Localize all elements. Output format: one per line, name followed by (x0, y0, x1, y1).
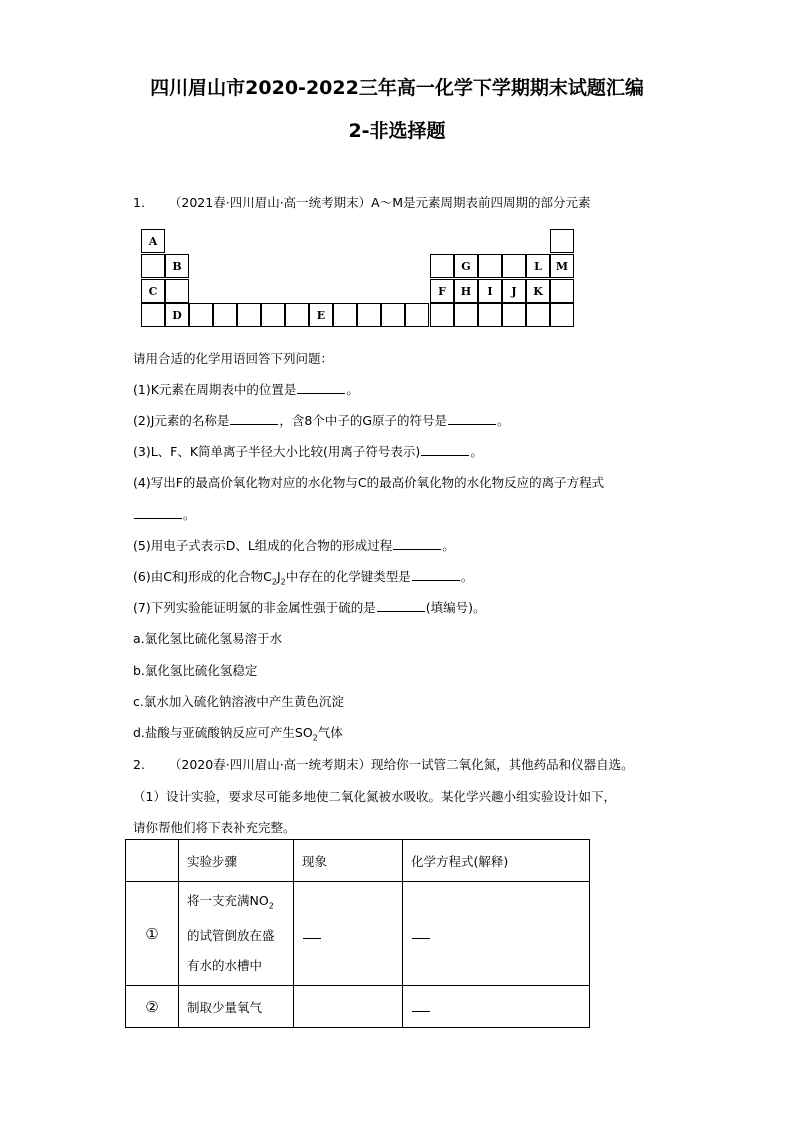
doc-title-line1: 四川眉山市2020-2022三年高一化学下学期期末试题汇编 (150, 77, 644, 99)
table-cell (165, 279, 189, 303)
answer-blank[interactable] (412, 568, 460, 581)
equation-cell (403, 882, 590, 986)
element-cell-K: K (526, 279, 550, 303)
doc-title-line2: 2-非选择题 (348, 120, 446, 142)
q1-part6-formula: J (276, 569, 281, 584)
element-cell-M: M (550, 254, 574, 278)
step-text: 将一支充满NO (187, 892, 269, 908)
table-cell (526, 303, 550, 327)
q1-part1-text: (1)K元素在周期表中的位置是 (133, 382, 297, 397)
table-cell (502, 254, 526, 278)
table-cell (237, 303, 261, 327)
table-cell (261, 303, 285, 327)
subscript: 2 (268, 901, 274, 911)
table-cell (478, 254, 502, 278)
q1-part7 (133, 598, 485, 616)
q1-part5-text: (5)用电子式表示D、L组成的化合物的形成过程 (133, 538, 393, 553)
answer-blank[interactable] (303, 926, 321, 939)
phenomenon-cell (294, 986, 403, 1028)
element-cell-G: G (454, 254, 478, 278)
step-text: 有水的水槽中 (187, 958, 263, 974)
q1-part6-mid: 中存在的化学键类型是 (285, 569, 411, 584)
q2-source: （2020春·四川眉山·高一统考期末）现给你一试管二氧化氮，其他药品和仪器自选。 (168, 757, 634, 772)
header-cell: 化学方程式(解释) (403, 840, 590, 882)
q1-part1-end: 。 (346, 382, 359, 397)
step-cell (179, 882, 294, 986)
table-cell (405, 303, 429, 327)
header-cell (126, 840, 179, 882)
q1-part4-cont (133, 505, 196, 523)
q1-part7-text: (7)下列实验能证明氯的非金属性强于硫的是 (133, 600, 376, 615)
table-cell (454, 303, 478, 327)
q1-header (133, 193, 591, 211)
table-cell (478, 303, 502, 327)
table-row (126, 882, 590, 986)
q1-part1 (133, 380, 359, 398)
q1-part2 (133, 411, 510, 429)
answer-blank[interactable] (421, 443, 469, 456)
table-cell (381, 303, 405, 327)
element-cell-L: L (526, 254, 550, 278)
element-cell-F: F (430, 279, 454, 303)
header-cell: 现象 (294, 840, 403, 882)
q1-part6 (133, 567, 473, 587)
q1-part6-end: 。 (460, 569, 474, 584)
q1-intro: 请用合适的化学用语回答下列问题： (133, 351, 334, 366)
q1-option-d (133, 723, 343, 743)
q2-line1: （1）设计实验，要求尽可能多地使二氧化氮被水吸收。某化学兴趣小组实验设计如下， (133, 789, 616, 804)
table-cell (189, 303, 213, 327)
element-cell-I: I (478, 279, 502, 303)
q1-part7-end: (填编号)。 (425, 600, 486, 615)
table-cell (550, 279, 574, 303)
q1-part3-end: 。 (470, 444, 483, 459)
q1-source: （2021春·四川眉山·高一统考期末）A～M是元素周期表前四周期的部分元素 (168, 195, 591, 210)
table-cell (333, 303, 357, 327)
experiment-table (125, 839, 590, 1028)
q1-part3-text: (3)L、F、K简单离子半径大小比较(用离子符号表示) (133, 444, 421, 459)
phenomenon-cell (294, 882, 403, 986)
q2-line2: 请你帮他们将下表补充完整。 (133, 820, 296, 835)
element-cell-D: D (165, 303, 189, 327)
table-cell (502, 303, 526, 327)
answer-blank[interactable] (377, 599, 425, 612)
table-cell (357, 303, 381, 327)
table-cell (430, 303, 454, 327)
row-index: ① (126, 882, 179, 986)
answer-blank[interactable] (297, 381, 345, 394)
table-header-row (126, 840, 590, 882)
q1-part2-mid: ，含8个中子的G原子的符号是 (279, 413, 448, 428)
q1-option-d-text: d.盐酸与亚硫酸钠反应可产生SO (133, 725, 313, 740)
q1-option-a: a.氯化氢比硫化氢易溶于水 (133, 631, 283, 646)
element-cell-J: J (502, 279, 526, 303)
step-text: 的试管倒放在盛 (187, 928, 275, 944)
q1-part2-text: (2)J元素的名称是 (133, 413, 230, 428)
subscript: 2 (271, 577, 277, 587)
row-index: ② (126, 986, 179, 1028)
table-cell (550, 303, 574, 327)
answer-blank[interactable] (412, 926, 430, 939)
equation-cell (403, 986, 590, 1028)
q1-option-c: c.氯水加入硫化钠溶液中产生黄色沉淀 (133, 694, 344, 709)
q1-part4: (4)写出F的最高价氧化物对应的水化物与C的最高价氧化物的水化物反应的离子方程式 (133, 475, 605, 490)
element-cell-H: H (454, 279, 478, 303)
table-cell (141, 254, 165, 278)
q1-part5-end: 。 (442, 538, 455, 553)
table-cell (550, 229, 574, 253)
table-cell (141, 303, 165, 327)
table-cell (285, 303, 309, 327)
q1-option-b: b.氯化氢比硫化氢稳定 (133, 663, 258, 678)
q1-part2-end: 。 (497, 413, 510, 428)
header-cell: 实验步骤 (179, 840, 294, 882)
q1-part6-text: (6)由C和J形成的化合物C (133, 569, 272, 584)
q1-part3 (133, 442, 483, 460)
answer-blank[interactable] (134, 506, 182, 519)
subscript: 2 (280, 577, 286, 587)
q2-number: 2. (133, 757, 145, 772)
answer-blank[interactable] (230, 412, 278, 425)
step-cell: 制取少量氧气 (179, 986, 294, 1028)
periodic-table (141, 229, 574, 327)
answer-blank[interactable] (393, 537, 441, 550)
element-cell-B: B (165, 254, 189, 278)
answer-blank[interactable] (448, 412, 496, 425)
table-cell (430, 254, 454, 278)
table-row (126, 986, 590, 1028)
subscript: 2 (312, 733, 318, 743)
answer-blank[interactable] (412, 999, 430, 1012)
q1-part5 (133, 536, 455, 554)
element-cell-E: E (309, 303, 333, 327)
q2-header (133, 755, 634, 773)
q1-part4-end: 。 (183, 507, 196, 522)
element-cell-C: C (141, 279, 165, 303)
q1-option-d-end: 气体 (317, 725, 343, 740)
element-cell-A: A (141, 229, 165, 253)
q1-number: 1. (133, 195, 145, 210)
table-cell (213, 303, 237, 327)
